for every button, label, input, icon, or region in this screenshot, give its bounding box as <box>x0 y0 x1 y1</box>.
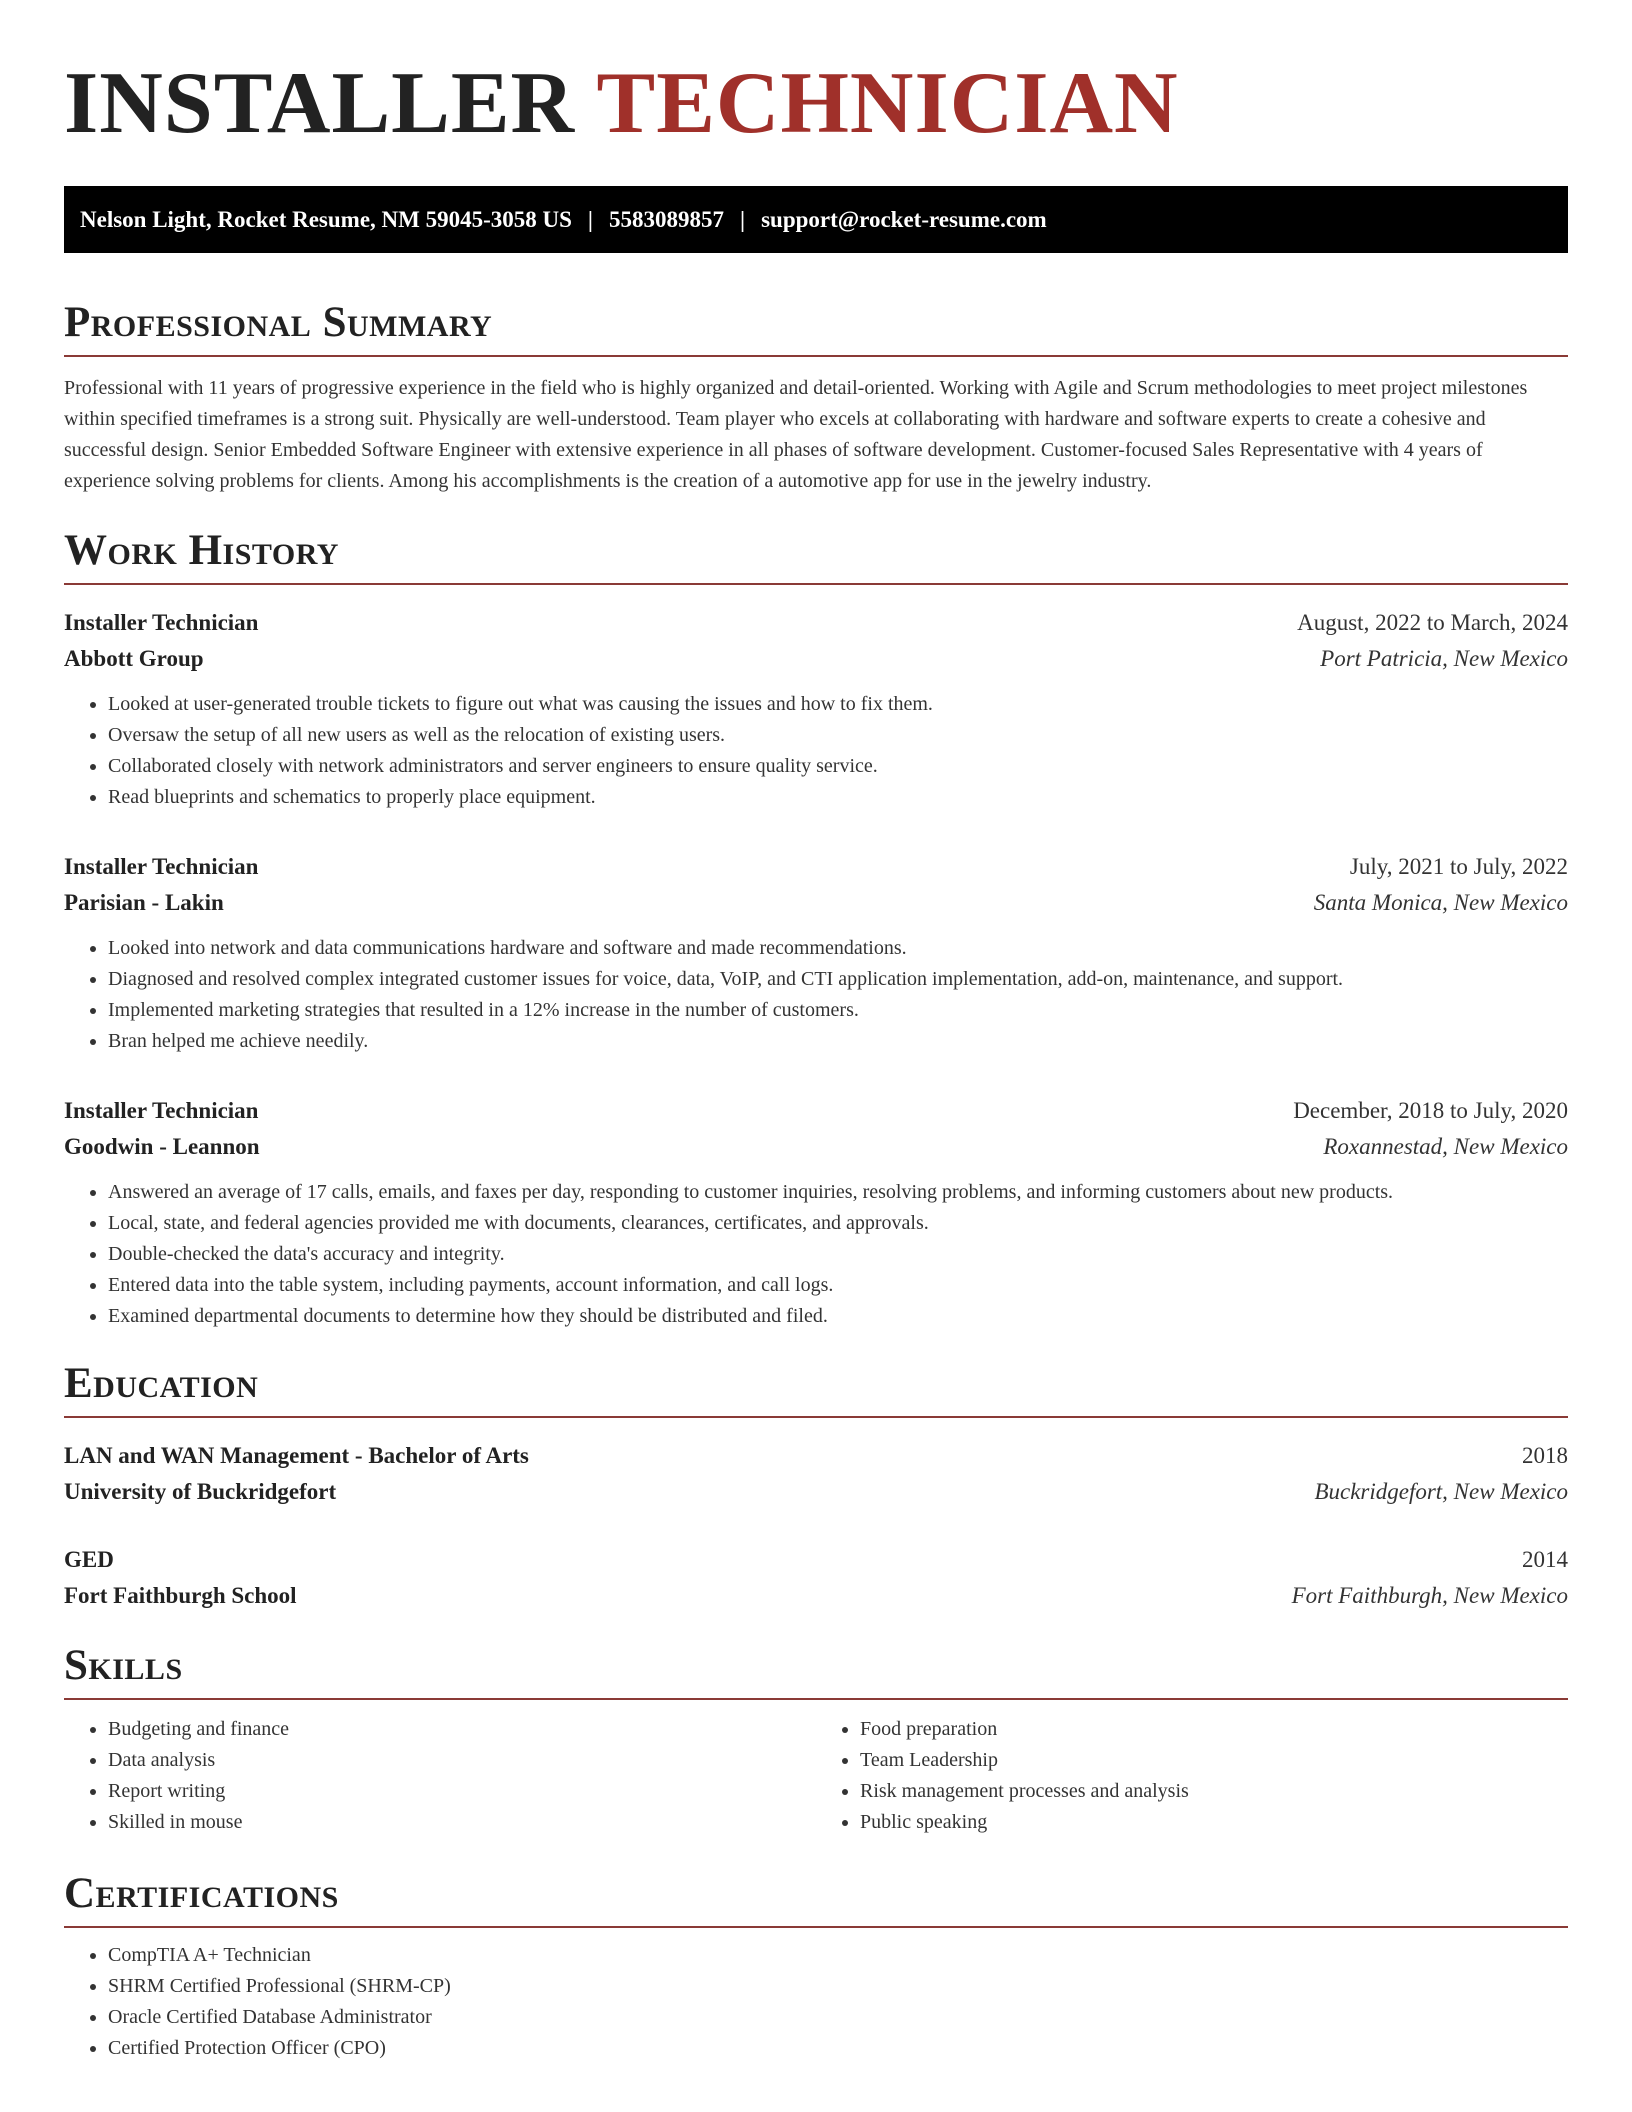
education-school-row <box>64 1474 1568 1510</box>
contact-separator: | <box>587 206 593 232</box>
skill-item: • Data analysis <box>108 1745 816 1776</box>
education-location: Buckridgefort, New Mexico <box>1314 1479 1568 1504</box>
section-title-work-history: Work History <box>64 525 1568 585</box>
contact-address: Nelson Light, Rocket Resume, NM 59045-3058 US <box>80 206 572 232</box>
job-header-row <box>64 605 1568 641</box>
education-school: Fort Faithburgh School <box>64 1583 297 1608</box>
job-header-row <box>64 849 1568 885</box>
job-bullets <box>64 689 1568 813</box>
job-location: Santa Monica, New Mexico <box>1313 890 1568 915</box>
certifications-list <box>64 1940 1568 2064</box>
education-section <box>64 1358 1568 1614</box>
job-role: Installer Technician <box>64 610 259 635</box>
job-role: Installer Technician <box>64 854 259 879</box>
education-degree: LAN and WAN Management - Bachelor of Arts <box>64 1443 529 1468</box>
education-degree: GED <box>64 1547 114 1572</box>
skill-item: • Report writing <box>108 1776 816 1807</box>
skill-item: • Skilled in mouse <box>108 1807 816 1838</box>
job-bullet: • Entered data into the table system, including payments, account information, and call logs. <box>108 1270 1568 1301</box>
skills-grid <box>64 1714 1568 1838</box>
job-bullets <box>64 933 1568 1057</box>
job-header-row <box>64 1093 1568 1129</box>
job-company: Abbott Group <box>64 646 204 671</box>
job-bullet: • Bran helped me achieve needily. <box>108 1026 1568 1057</box>
skills-list-left <box>64 1714 816 1838</box>
job-bullet: • Implemented marketing strategies that resulted in a 12% increase in the number of customers. <box>108 995 1568 1026</box>
skill-item: • Budgeting and finance <box>108 1714 816 1745</box>
certifications-section <box>64 1868 1568 2064</box>
skill-item: • Risk management processes and analysis <box>860 1776 1568 1807</box>
job-bullet: • Read blueprints and schematics to properly place equipment. <box>108 782 1568 813</box>
job-company-row <box>64 641 1568 677</box>
certification-item: • SHRM Certified Professional (SHRM-CP) <box>108 1971 1568 2002</box>
job-bullet: • Looked into network and data communications hardware and software and made recommendations. <box>108 933 1568 964</box>
job-bullet: • Diagnosed and resolved complex integrated customer issues for voice, data, VoIP, and CTI application implementation, add-on, maintenance, and support. <box>108 964 1568 995</box>
certification-item: • CompTIA A+ Technician <box>108 1940 1568 1971</box>
job-entry <box>64 849 1568 1057</box>
skill-item: • Public speaking <box>860 1807 1568 1838</box>
job-role: Installer Technician <box>64 1098 259 1123</box>
job-company-row <box>64 1129 1568 1165</box>
education-entry <box>64 1438 1568 1510</box>
job-bullet: • Double-checked the data's accuracy and integrity. <box>108 1239 1568 1270</box>
certification-item: • Certified Protection Officer (CPO) <box>108 2033 1568 2064</box>
job-location: Port Patricia, New Mexico <box>1320 646 1568 671</box>
skill-item: • Team Leadership <box>860 1745 1568 1776</box>
section-title-skills: Skills <box>64 1640 1568 1700</box>
summary-text: Professional with 11 years of progressive experience in the field who is highly organized and detail-oriented. Working with Agile and Scrum methodologies to meet project milestones within specified timeframes is a strong suit. Physically are well-understood. Team player who excels at collaborating with hardware and software experts to create a cohesive and successful design. Senior Embedded Software Engineer with extensive experience in all phases of software development. Customer-focused Sales Representative with 4 years of experience solving problems for clients. Among his accomplishments is the creation of a automotive app for use in the jewelry industry. <box>64 377 1528 492</box>
education-year: 2014 <box>1522 1547 1568 1572</box>
job-dates: August, 2022 to March, 2024 <box>1297 610 1568 635</box>
job-dates: July, 2021 to July, 2022 <box>1349 854 1568 879</box>
job-company: Goodwin - Leannon <box>64 1134 260 1159</box>
contact-bar <box>64 186 1568 253</box>
job-bullet: • Collaborated closely with network administrators and server engineers to ensure quality service. <box>108 751 1568 782</box>
job-entry <box>64 1093 1568 1332</box>
resume-name-heading <box>64 56 1568 156</box>
job-bullet: • Oversaw the setup of all new users as well as the relocation of existing users. <box>108 720 1568 751</box>
job-entry <box>64 605 1568 813</box>
contact-email: support@rocket-resume.com <box>761 206 1047 232</box>
job-dates: December, 2018 to July, 2020 <box>1293 1098 1568 1123</box>
education-school: University of Buckridgefort <box>64 1479 337 1504</box>
education-location: Fort Faithburgh, New Mexico <box>1291 1583 1568 1608</box>
education-degree-row <box>64 1438 1568 1474</box>
education-year: 2018 <box>1522 1443 1568 1468</box>
section-title-certifications: Certifications <box>64 1868 1568 1928</box>
name-first-word: INSTALLER <box>64 55 576 152</box>
job-bullet: • Examined departmental documents to determine how they should be distributed and filed. <box>108 1301 1568 1332</box>
job-bullets <box>64 1177 1568 1332</box>
job-location: Roxannestad, New Mexico <box>1323 1134 1568 1159</box>
skills-section <box>64 1640 1568 1838</box>
job-company: Parisian - Lakin <box>64 890 224 915</box>
job-company-row <box>64 885 1568 921</box>
certification-item: • Oracle Certified Database Administrator <box>108 2002 1568 2033</box>
contact-phone: 5583089857 <box>609 206 724 232</box>
skill-item: • Food preparation <box>860 1714 1568 1745</box>
work-history-section <box>64 525 1568 1332</box>
job-bullet: • Looked at user-generated trouble tickets to figure out what was causing the issues and how to fix them. <box>108 689 1568 720</box>
section-title-summary: Professional Summary <box>64 297 1568 357</box>
contact-separator: | <box>740 206 746 232</box>
name-last-word: TECHNICIAN <box>596 55 1179 152</box>
education-degree-row <box>64 1542 1568 1578</box>
skills-list-right <box>816 1714 1568 1838</box>
summary-section <box>64 297 1568 497</box>
education-entry <box>64 1542 1568 1614</box>
job-bullet: • Local, state, and federal agencies provided me with documents, clearances, certificates, and approvals. <box>108 1208 1568 1239</box>
education-school-row <box>64 1578 1568 1614</box>
job-bullet: • Answered an average of 17 calls, emails, and faxes per day, responding to customer inquiries, resolving problems, and informing customers about new products. <box>108 1177 1568 1208</box>
section-title-education: Education <box>64 1358 1568 1418</box>
